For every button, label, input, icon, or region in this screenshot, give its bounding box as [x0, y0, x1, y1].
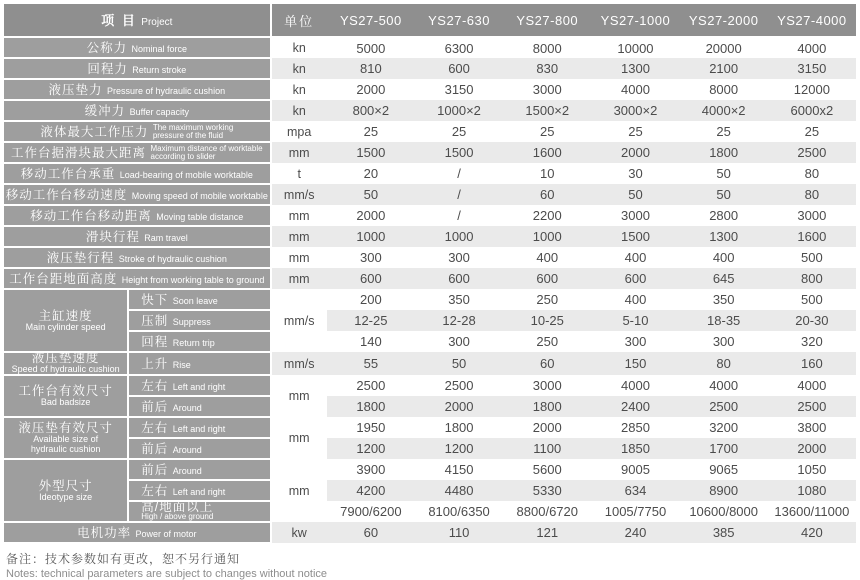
- value-cell: 10: [503, 163, 591, 184]
- table-row-motor-power: [4, 522, 856, 543]
- value-cell: 300: [415, 331, 503, 352]
- table-row-moving-table-distance: [4, 205, 856, 226]
- row-label: [4, 205, 271, 226]
- row-label: [4, 58, 271, 79]
- value-cell: 4480: [415, 480, 503, 501]
- unit-cell: mpa: [271, 121, 327, 142]
- value-cell: 50: [591, 184, 679, 205]
- value-cell: 2500: [768, 396, 856, 417]
- value-cell: 3150: [415, 79, 503, 100]
- table-row-cushion-size-fb: [4, 438, 856, 459]
- sub-label: [128, 375, 270, 396]
- sub-label-en: Around: [172, 445, 202, 455]
- row-label: [4, 226, 271, 247]
- value-cell: 13600/11000: [768, 501, 856, 522]
- row-label-en: Stroke of hydraulic cushion: [118, 254, 227, 264]
- table-row-cushion-size-lr: [4, 417, 856, 438]
- group-label-zh: 工作台有效尺寸: [18, 384, 113, 398]
- value-cell: 8100/6350: [415, 501, 503, 522]
- value-cell: 1850: [591, 438, 679, 459]
- table-row-ram-travel: [4, 226, 856, 247]
- unit-cell: kn: [271, 37, 327, 58]
- sub-label-en: Left and right: [172, 382, 226, 392]
- row-label-zh: 工作台距地面高度: [9, 272, 118, 286]
- value-cell: 2500: [768, 142, 856, 163]
- value-cell: 8000: [503, 37, 591, 58]
- value-cell: 10000: [591, 37, 679, 58]
- value-cell: 1700: [680, 438, 768, 459]
- value-cell: 7900/6200: [327, 501, 415, 522]
- value-cell: /: [415, 163, 503, 184]
- unit-cell: mm: [271, 247, 327, 268]
- sub-label: [128, 310, 270, 331]
- value-cell: 3800: [768, 417, 856, 438]
- value-cell: 400: [591, 247, 679, 268]
- value-cell: 3000: [591, 205, 679, 226]
- value-cell: 5330: [503, 480, 591, 501]
- sub-label: [128, 438, 270, 459]
- value-cell: 1050: [768, 459, 856, 480]
- value-cell: 400: [591, 289, 679, 310]
- row-label-en: Pressure of hydraulic cushion: [107, 86, 226, 96]
- value-cell: 2500: [327, 375, 415, 396]
- spec-table: [4, 4, 856, 544]
- row-label-en: The maximum working pressure of the fluid: [152, 122, 234, 140]
- value-cell: 1300: [591, 58, 679, 79]
- value-cell: 20-30: [768, 310, 856, 331]
- row-label-en: Height from working table to ground: [121, 275, 265, 285]
- sub-label-en: Soon leave: [172, 296, 218, 306]
- value-cell: 10600/8000: [680, 501, 768, 522]
- group-label-en: Ideotype size: [39, 491, 93, 502]
- table-row-overall-size-lr: [4, 480, 856, 501]
- value-cell: 121: [503, 522, 591, 543]
- row-label-zh: 液压垫行程: [46, 251, 115, 265]
- value-cell: 1600: [768, 226, 856, 247]
- row-label: [4, 247, 271, 268]
- row-label-en: Power of motor: [135, 529, 197, 539]
- group-label-zh: 液压垫有效尺寸: [18, 421, 113, 435]
- value-cell: 3000: [768, 205, 856, 226]
- group-label-en: Available size of: [33, 434, 99, 444]
- table-row-main-cylinder-soon-leave: [4, 289, 856, 310]
- row-label: [4, 37, 271, 58]
- value-cell: 1000×2: [415, 100, 503, 121]
- value-cell: 9065: [680, 459, 768, 480]
- value-cell: 150: [591, 352, 679, 375]
- value-cell: 2000: [415, 396, 503, 417]
- value-cell: 110: [415, 522, 503, 543]
- group-label-zh: 液压垫速度: [31, 352, 100, 365]
- table-row-table-height-from-ground: [4, 268, 856, 289]
- value-cell: 25: [503, 121, 591, 142]
- sub-label-zh: 回程: [141, 335, 169, 349]
- value-cell: 645: [680, 268, 768, 289]
- project-header: [4, 4, 271, 37]
- sub-label-zh: 上升: [141, 357, 169, 371]
- sub-label-zh: 前后: [141, 442, 169, 456]
- sub-label: [128, 331, 270, 352]
- model-header-ys27-1000: YS27-1000: [591, 4, 679, 37]
- value-cell: 80: [768, 163, 856, 184]
- value-cell: 25: [327, 121, 415, 142]
- value-cell: 240: [591, 522, 679, 543]
- value-cell: 300: [680, 331, 768, 352]
- value-cell: 1500×2: [503, 100, 591, 121]
- sub-label: [128, 501, 270, 522]
- value-cell: 12000: [768, 79, 856, 100]
- value-cell: 420: [768, 522, 856, 543]
- value-cell: 3000: [503, 375, 591, 396]
- value-cell: 60: [327, 522, 415, 543]
- value-cell: 1000: [503, 226, 591, 247]
- value-cell: 2400: [591, 396, 679, 417]
- table-row-overall-size-fb: [4, 459, 856, 480]
- value-cell: 600: [591, 268, 679, 289]
- value-cell: 300: [415, 247, 503, 268]
- value-cell: 1600: [503, 142, 591, 163]
- value-cell: 4000×2: [680, 100, 768, 121]
- value-cell: 600: [503, 268, 591, 289]
- value-cell: 25: [768, 121, 856, 142]
- row-label: [4, 100, 271, 121]
- footnote-zh: 备注：技术参数如有更改，恕不另行通知: [6, 552, 241, 566]
- project-header-en: Project: [141, 17, 173, 28]
- sub-label-zh: 左右: [141, 484, 169, 498]
- footnote-en: Notes: technical parameters are subject to changes without notice: [6, 568, 328, 580]
- table-row-mobile-worktable-load: [4, 163, 856, 184]
- model-header-ys27-630: YS27-630: [415, 4, 503, 37]
- value-cell: 2000: [591, 142, 679, 163]
- value-cell: 4150: [415, 459, 503, 480]
- row-label-zh: 工作台据滑块最大距离: [11, 146, 147, 160]
- sub-label-zh: 前后: [141, 463, 169, 477]
- sub-label-zh: 左右: [141, 379, 169, 393]
- value-cell: 2500: [680, 396, 768, 417]
- value-cell: 30: [591, 163, 679, 184]
- model-header-ys27-800: YS27-800: [503, 4, 591, 37]
- sub-label-en: Return trip: [172, 338, 215, 348]
- value-cell: 3000: [503, 79, 591, 100]
- value-cell: 6300: [415, 37, 503, 58]
- table-row-max-distance-worktable-slider: [4, 142, 856, 163]
- value-cell: 4200: [327, 480, 415, 501]
- table-row-nominal-force: [4, 37, 856, 58]
- value-cell: 50: [680, 163, 768, 184]
- sub-label-zh: 快下: [141, 293, 169, 307]
- value-cell: 8000: [680, 79, 768, 100]
- value-cell: 2100: [680, 58, 768, 79]
- value-cell: 3150: [768, 58, 856, 79]
- value-cell: 6000x2: [768, 100, 856, 121]
- row-label-en: Moving speed of mobile worktable: [131, 191, 268, 201]
- row-label-zh: 液体最大工作压力: [40, 125, 149, 139]
- value-cell: 5600: [503, 459, 591, 480]
- value-cell: 55: [327, 352, 415, 375]
- group-label-en: Speed of hydraulic cushion: [11, 364, 120, 374]
- row-label-en: Moving table distance: [156, 212, 244, 222]
- row-label: [4, 79, 271, 100]
- row-label: [4, 121, 271, 142]
- value-cell: 9005: [591, 459, 679, 480]
- group-label-zh: 外型尺寸: [38, 478, 93, 493]
- value-cell: 50: [680, 184, 768, 205]
- value-cell: 810: [327, 58, 415, 79]
- value-cell: 800×2: [327, 100, 415, 121]
- value-cell: 18-35: [680, 310, 768, 331]
- row-label: [4, 268, 271, 289]
- group-label-cushion-size: [4, 417, 128, 459]
- value-cell: /: [415, 205, 503, 226]
- unit-cell: mm/s: [271, 184, 327, 205]
- value-cell: 350: [680, 289, 768, 310]
- value-cell: 1005/7750: [591, 501, 679, 522]
- value-cell: 2000: [503, 417, 591, 438]
- value-cell: 1000: [415, 226, 503, 247]
- value-cell: 1800: [503, 396, 591, 417]
- value-cell: 80: [768, 184, 856, 205]
- row-label-zh: 缓冲力: [84, 104, 126, 118]
- table-header-row: [4, 4, 856, 37]
- unit-header: 单位: [271, 4, 327, 37]
- value-cell: 50: [327, 184, 415, 205]
- row-label-en: Return stroke: [132, 65, 187, 75]
- model-header-ys27-500: YS27-500: [327, 4, 415, 37]
- value-cell: 5-10: [591, 310, 679, 331]
- sub-label: [128, 396, 270, 417]
- value-cell: 160: [768, 352, 856, 375]
- project-header-zh: 项 目: [101, 13, 137, 28]
- value-cell: 634: [591, 480, 679, 501]
- value-cell: 1300: [680, 226, 768, 247]
- table-row-hydraulic-cushion-pressure: [4, 79, 856, 100]
- sub-label-en: Around: [172, 466, 202, 476]
- value-cell: 5000: [327, 37, 415, 58]
- value-cell: 12-28: [415, 310, 503, 331]
- unit-cell: kn: [271, 79, 327, 100]
- sub-label: [128, 289, 270, 310]
- value-cell: 4000: [591, 375, 679, 396]
- unit-cell: kw: [271, 522, 327, 543]
- row-label-zh: 电机功率: [77, 526, 132, 540]
- table-row-mobile-worktable-speed: [4, 184, 856, 205]
- value-cell: 600: [415, 58, 503, 79]
- unit-cell: mm: [271, 459, 327, 522]
- table-row-max-working-pressure: [4, 121, 856, 142]
- row-label-en: Nominal force: [131, 44, 188, 54]
- unit-cell: kn: [271, 58, 327, 79]
- unit-cell: mm: [271, 417, 327, 459]
- sub-label-zh: 压制: [141, 314, 169, 328]
- value-cell: 10-25: [503, 310, 591, 331]
- group-label-cushion-speed: [4, 352, 128, 375]
- value-cell: 12-25: [327, 310, 415, 331]
- table-row-buffer-capacity: [4, 100, 856, 121]
- value-cell: 2000: [327, 79, 415, 100]
- table-row-main-cylinder-suppress: [4, 310, 856, 331]
- row-label-en: Load-bearing of mobile worktable: [119, 170, 253, 180]
- value-cell: 20000: [680, 37, 768, 58]
- model-header-ys27-4000: YS27-4000: [768, 4, 856, 37]
- unit-cell: mm/s: [271, 289, 327, 352]
- value-cell: 385: [680, 522, 768, 543]
- value-cell: 20: [327, 163, 415, 184]
- row-label-zh: 公称力: [86, 41, 128, 55]
- sub-label-en: Rise: [172, 360, 191, 370]
- value-cell: 250: [503, 331, 591, 352]
- table-row-worktable-size-lr: [4, 375, 856, 396]
- row-label-en: Ram travel: [144, 233, 188, 243]
- unit-cell: mm: [271, 226, 327, 247]
- value-cell: 140: [327, 331, 415, 352]
- group-label-overall-size: [4, 459, 128, 522]
- unit-cell: mm: [271, 205, 327, 226]
- sub-label-zh: 前后: [141, 400, 169, 414]
- row-label-zh: 移动工作台移动距离: [30, 209, 152, 223]
- row-label: [4, 163, 271, 184]
- value-cell: 1500: [415, 142, 503, 163]
- sub-label: [128, 417, 270, 438]
- row-label-zh: 回程力: [87, 62, 128, 76]
- sub-label-zh: 高/地面以上: [141, 501, 214, 514]
- value-cell: 350: [415, 289, 503, 310]
- unit-cell: t: [271, 163, 327, 184]
- value-cell: 8900: [680, 480, 768, 501]
- row-label-zh: 移动工作台承重: [20, 167, 116, 181]
- value-cell: 300: [591, 331, 679, 352]
- sub-label-en: Around: [172, 403, 202, 413]
- table-row-return-stroke: [4, 58, 856, 79]
- value-cell: 4000: [768, 37, 856, 58]
- value-cell: 1800: [680, 142, 768, 163]
- value-cell: 25: [415, 121, 503, 142]
- sub-label-en: Left and right: [172, 424, 226, 434]
- value-cell: 60: [503, 352, 591, 375]
- value-cell: 3900: [327, 459, 415, 480]
- sub-label-zh: 左右: [141, 421, 169, 435]
- group-label-worktable-size: [4, 375, 128, 417]
- value-cell: 2200: [503, 205, 591, 226]
- value-cell: 250: [503, 289, 591, 310]
- value-cell: 3000×2: [591, 100, 679, 121]
- table-row-worktable-size-fb: [4, 396, 856, 417]
- value-cell: 1800: [415, 417, 503, 438]
- value-cell: 1200: [415, 438, 503, 459]
- sub-label: [128, 459, 270, 480]
- group-label-zh: 主缸速度: [38, 308, 93, 323]
- unit-cell: mm: [271, 375, 327, 417]
- row-label-en: Buffer capacity: [129, 107, 189, 117]
- value-cell: /: [415, 184, 503, 205]
- sub-label: [128, 352, 270, 375]
- value-cell: 80: [680, 352, 768, 375]
- row-label-en: Maximum distance of worktable according to slider: [150, 143, 263, 161]
- value-cell: 320: [768, 331, 856, 352]
- value-cell: 1000: [327, 226, 415, 247]
- table-row-cushion-stroke: [4, 247, 856, 268]
- value-cell: 25: [680, 121, 768, 142]
- unit-cell: mm: [271, 142, 327, 163]
- value-cell: 500: [768, 247, 856, 268]
- value-cell: 830: [503, 58, 591, 79]
- value-cell: 25: [591, 121, 679, 142]
- value-cell: 2000: [768, 438, 856, 459]
- group-label-en: Main cylinder speed: [25, 321, 106, 332]
- sub-label-en: Suppress: [172, 317, 211, 327]
- value-cell: 2000: [327, 205, 415, 226]
- row-label: [4, 184, 271, 205]
- value-cell: 2800: [680, 205, 768, 226]
- value-cell: 1500: [327, 142, 415, 163]
- sub-label-en: Left and right: [172, 487, 226, 497]
- group-label-main-cylinder-speed: [4, 289, 128, 352]
- value-cell: 1800: [327, 396, 415, 417]
- value-cell: 4000: [591, 79, 679, 100]
- value-cell: 3200: [680, 417, 768, 438]
- value-cell: 800: [768, 268, 856, 289]
- table-row-overall-size-height: [4, 501, 856, 522]
- value-cell: 60: [503, 184, 591, 205]
- value-cell: 400: [680, 247, 768, 268]
- value-cell: 1080: [768, 480, 856, 501]
- row-label-zh: 滑块行程: [85, 230, 140, 244]
- value-cell: 1500: [591, 226, 679, 247]
- value-cell: 8800/6720: [503, 501, 591, 522]
- row-label: [4, 522, 271, 543]
- value-cell: 4000: [768, 375, 856, 396]
- model-header-ys27-2000: YS27-2000: [680, 4, 768, 37]
- value-cell: 1200: [327, 438, 415, 459]
- value-cell: 2500: [415, 375, 503, 396]
- group-label-en2: hydraulic cushion: [30, 444, 101, 454]
- group-label-en: Bad badsize: [40, 397, 91, 407]
- unit-cell: kn: [271, 100, 327, 121]
- value-cell: 200: [327, 289, 415, 310]
- footnote: [4, 544, 856, 580]
- row-label-zh: 移动工作台移动速度: [5, 188, 128, 202]
- value-cell: 500: [768, 289, 856, 310]
- value-cell: 2850: [591, 417, 679, 438]
- table-row-main-cylinder-return-trip: [4, 331, 856, 352]
- value-cell: 1100: [503, 438, 591, 459]
- value-cell: 600: [327, 268, 415, 289]
- value-cell: 1950: [327, 417, 415, 438]
- value-cell: 400: [503, 247, 591, 268]
- table-row-cushion-speed-rise: [4, 352, 856, 375]
- sub-label: [128, 480, 270, 501]
- value-cell: 600: [415, 268, 503, 289]
- unit-cell: mm/s: [271, 352, 327, 375]
- row-label-zh: 液压垫力: [48, 83, 103, 97]
- sub-label-en: High / above ground: [141, 512, 214, 521]
- value-cell: 50: [415, 352, 503, 375]
- unit-cell: mm: [271, 268, 327, 289]
- value-cell: 300: [327, 247, 415, 268]
- value-cell: 4000: [680, 375, 768, 396]
- row-label: [4, 142, 271, 163]
